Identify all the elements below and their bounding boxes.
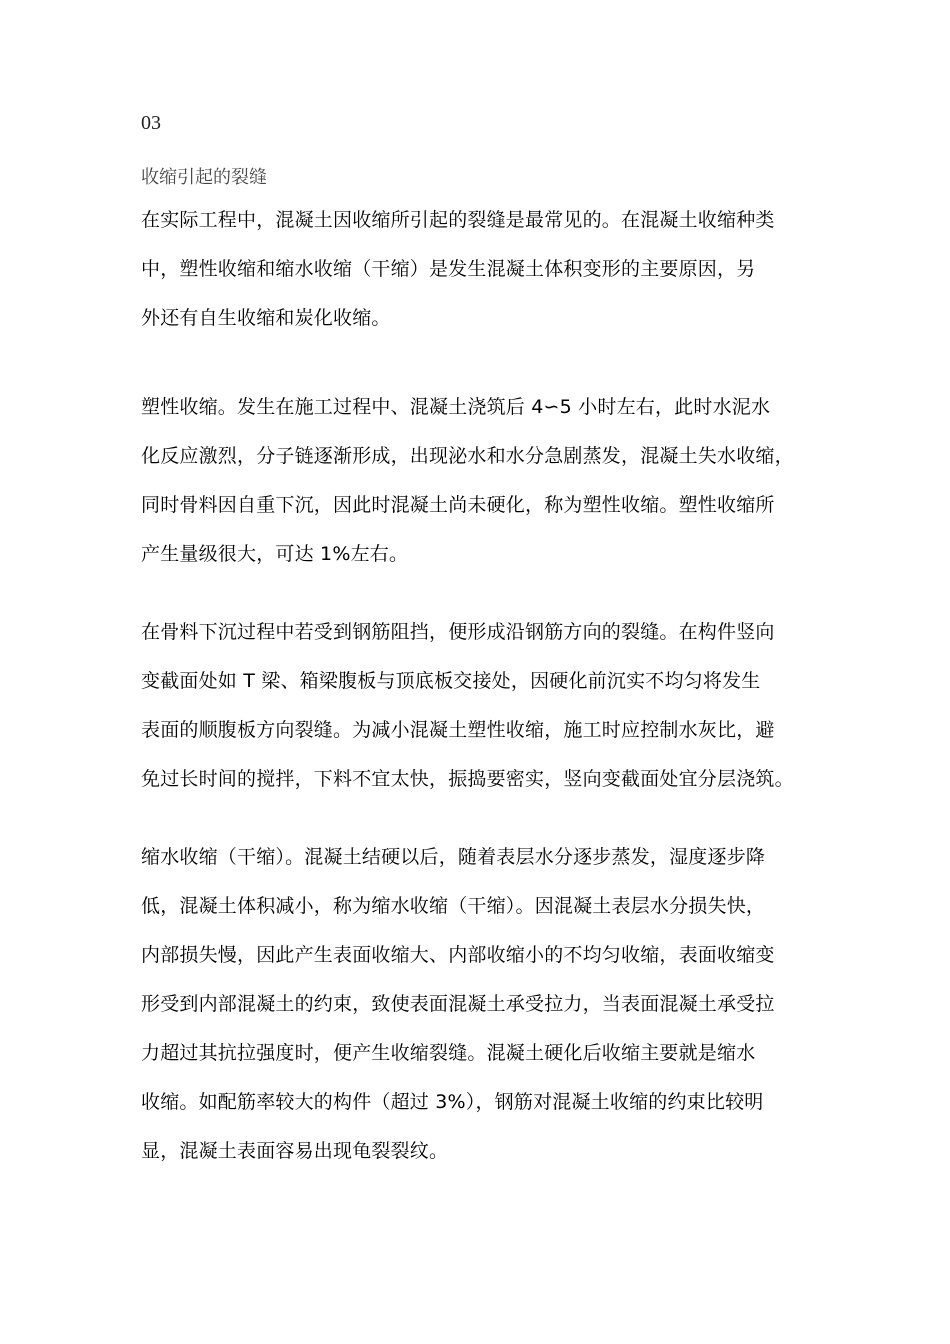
section-title: 收缩引起的裂缝	[141, 167, 267, 188]
paragraph-line: 免过长时间的搅拌，下料不宜太快，振捣要密实，竖向变截面处宜分层浇筑。	[141, 768, 794, 790]
paragraph-line: 在骨料下沉过程中若受到钢筋阻挡，便形成沿钢筋方向的裂缝。在构件竖向	[141, 621, 775, 643]
paragraph-line: 显，混凝土表面容易出现龟裂裂纹。	[141, 1140, 449, 1162]
paragraph-line: 形受到内部混凝土的约束，致使表面混凝土承受拉力，当表面混凝土承受拉	[141, 993, 775, 1015]
paragraph-line: 化反应激烈，分子链逐渐形成，出现泌水和水分急剧蒸发，混凝土失水收缩，	[141, 445, 794, 467]
paragraph-line: 产生量级很大，可达 1%左右。	[141, 543, 409, 565]
paragraph-line: 收缩。如配筋率较大的构件（超过 3%），钢筋对混凝土收缩的约束比较明	[141, 1091, 764, 1113]
paragraph-line: 在实际工程中，混凝土因收缩所引起的裂缝是最常见的。在混凝土收缩种类	[141, 209, 775, 231]
paragraph-aggregate-settlement	[141, 608, 811, 804]
paragraph-line: 中，塑性收缩和缩水收缩（干缩）是发生混凝土体积变形的主要原因，另	[141, 258, 756, 280]
paragraph-line: 表面的顺腹板方向裂缝。为减小混凝土塑性收缩，施工时应控制水灰比，避	[141, 719, 775, 741]
paragraph-line: 塑性收缩。发生在施工过程中、混凝土浇筑后 4∽5 小时左右，此时水泥水	[141, 396, 771, 418]
paragraph-plastic-shrinkage	[141, 383, 811, 579]
paragraph-line: 力超过其抗拉强度时，便产生收缩裂缝。混凝土硬化后收缩主要就是缩水	[141, 1042, 756, 1064]
section-number: 03	[141, 112, 161, 134]
paragraph-line: 外还有自生收缩和炭化收缩。	[141, 307, 391, 329]
paragraph-intro	[141, 196, 811, 343]
paragraph-line: 变截面处如 T 梁、箱梁腹板与顶底板交接处，因硬化前沉实不均匀将发生	[141, 670, 761, 692]
paragraph-drying-shrinkage	[141, 833, 811, 1176]
paragraph-line: 内部损失慢，因此产生表面收缩大、内部收缩小的不均匀收缩，表面收缩变	[141, 944, 775, 966]
paragraph-line: 同时骨料因自重下沉，因此时混凝土尚未硬化，称为塑性收缩。塑性收缩所	[141, 494, 775, 516]
paragraph-line: 缩水收缩（干缩）。混凝土结硬以后，随着表层水分逐步蒸发，湿度逐步降	[141, 846, 766, 868]
paragraph-line: 低，混凝土体积减小，称为缩水收缩（干缩）。因混凝土表层水分损失快，	[141, 895, 766, 917]
